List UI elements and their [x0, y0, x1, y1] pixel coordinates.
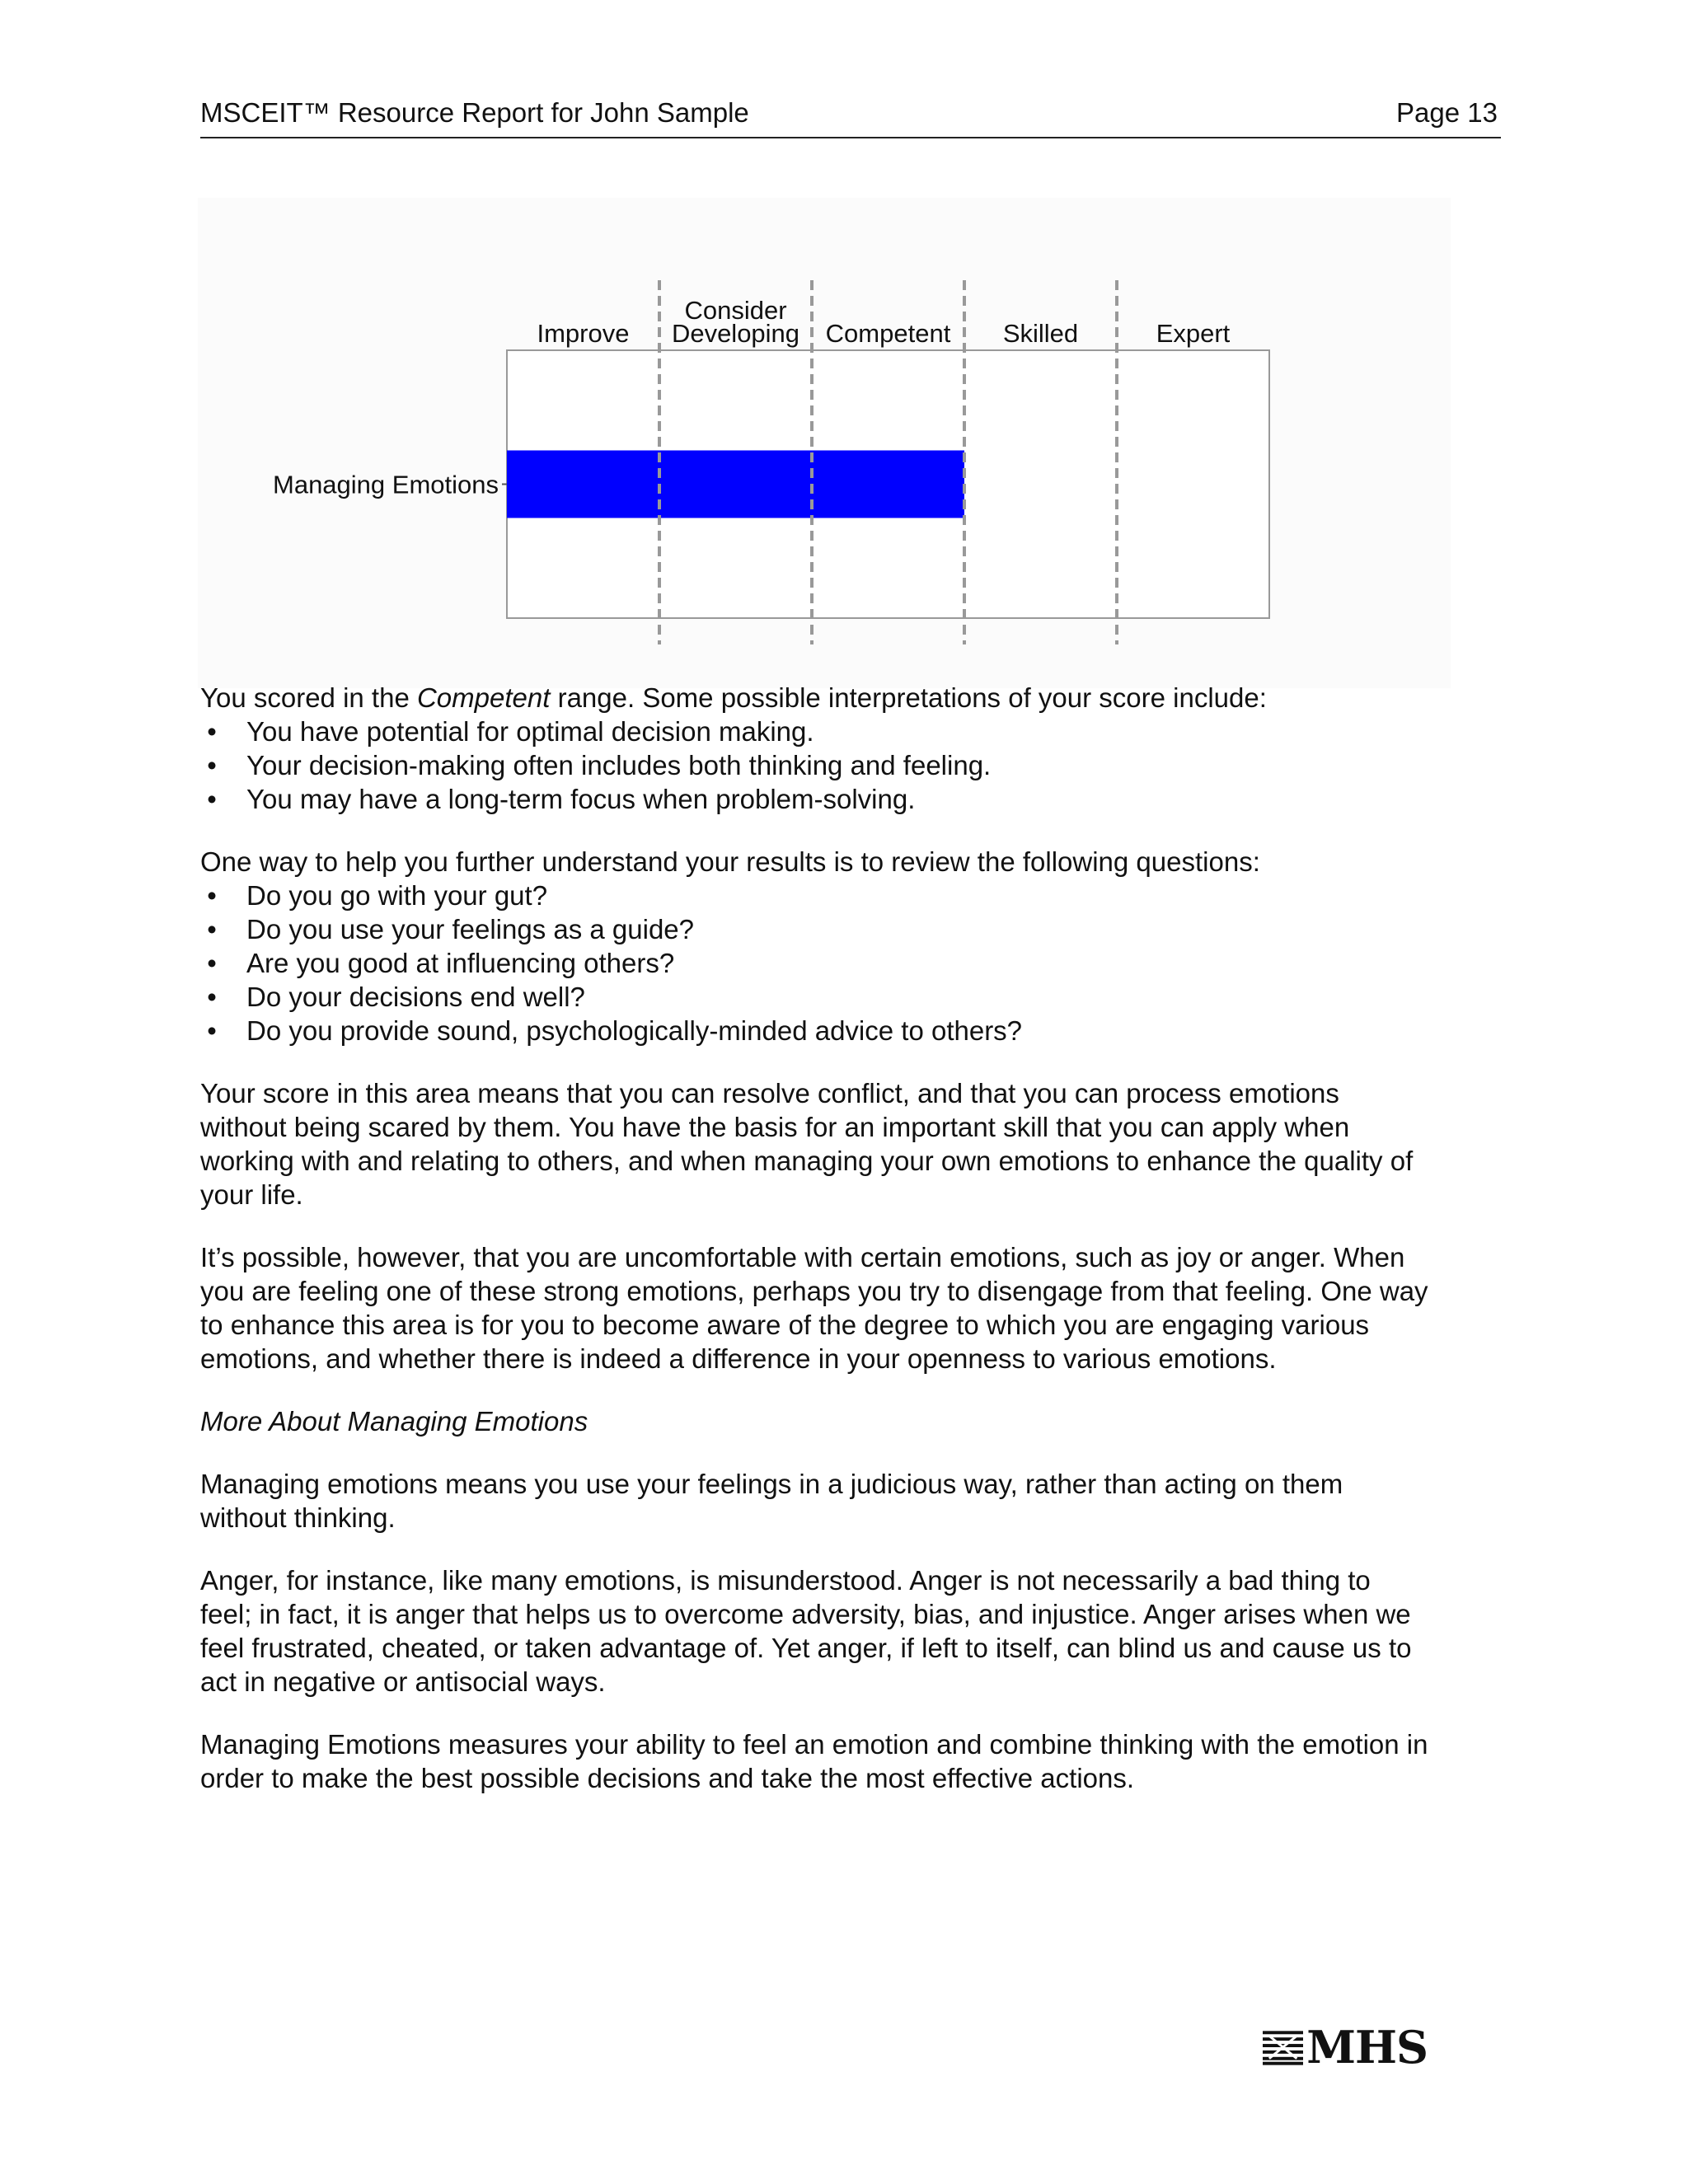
score-range: Competent — [416, 682, 551, 713]
range-label: Competent — [825, 319, 951, 348]
text-line: you are feeling one of these strong emotions, perhaps you try to disengage from that feeling. One way — [200, 1276, 1428, 1306]
section-subheading: More About Managing Emotions — [200, 1406, 588, 1436]
list-item-text: Your decision-making often includes both thinking and feeling. — [246, 750, 992, 780]
list-item-text: Do your decisions end well? — [246, 982, 585, 1012]
list-item: • You have potential for optimal decision making. — [207, 716, 814, 747]
list-item-text: Are you good at influencing others? — [246, 948, 675, 978]
text-line: working with and relating to others, and when managing your own emotions to enhance the quality of — [200, 1146, 1414, 1176]
list-item-text: You may have a long-term focus when problem-solving. — [246, 784, 916, 814]
range-label: Improve — [537, 319, 630, 348]
mhs-logo-text: MHS — [1306, 2021, 1428, 2074]
text-line: It’s possible, however, that you are uncomfortable with certain emotions, such as joy or anger. When — [200, 1242, 1405, 1272]
score-chart-svg — [198, 198, 1451, 688]
text-line: without being scared by them. You have the basis for an important skill that you can apply when — [200, 1112, 1350, 1142]
list-item-text: Do you provide sound, psychologically-minded advice to others? — [246, 1015, 1023, 1046]
paragraph-anger — [200, 1563, 1453, 1699]
text-line: order to make the best possible decisions and take the most effective actions. — [200, 1763, 1135, 1793]
text-line: act in negative or antisocial ways. — [200, 1666, 606, 1697]
list-item: • Do you use your feelings as a guide? — [207, 914, 695, 944]
text-line: emotions, and whether there is indeed a difference in your openness to various emotions. — [200, 1343, 1277, 1374]
list-item-text: Do you go with your gut? — [246, 880, 548, 911]
text-line: to enhance this area is for you to become aware of the degree to which you are engaging various — [200, 1310, 1370, 1340]
text-line: Managing emotions means you use your feelings in a judicious way, rather than acting on them — [200, 1469, 1343, 1499]
list-item: • Do your decisions end well? — [207, 982, 585, 1012]
list-item: • Do you provide sound, psychologically-minded advice to others? — [207, 1015, 1023, 1046]
list-item-text: You have potential for optimal decision making. — [246, 716, 814, 747]
list-item: • Do you go with your gut? — [207, 880, 548, 911]
score-intro — [200, 681, 1453, 715]
interpretation-list — [200, 715, 1453, 816]
range-label: Developing — [671, 319, 800, 348]
text-line: your life. — [200, 1179, 303, 1210]
list-item: • Your decision-making often includes both thinking and feeling. — [207, 750, 992, 780]
questions-list — [200, 879, 1453, 1047]
score-intro-tail: range. Some possible interpretations of your score include: — [550, 682, 1267, 713]
paragraph-possible-discomfort — [200, 1240, 1453, 1376]
list-item: • You may have a long-term focus when problem-solving. — [207, 784, 916, 814]
paragraph-score-meaning — [200, 1076, 1453, 1212]
mhs-logo-mark-icon — [1263, 2029, 1303, 2065]
text-line: Anger, for instance, like many emotions, is misunderstood. Anger is not necessarily a bad thing to — [200, 1565, 1371, 1596]
score-chart — [198, 198, 1451, 688]
list-item-text: Do you use your feelings as a guide? — [246, 914, 695, 944]
report-body — [200, 681, 1453, 1795]
text-line: feel; in fact, it is anger that helps us to overcome adversity, bias, and injustice. Anger arises when we — [200, 1599, 1411, 1629]
text-line: without thinking. — [200, 1502, 396, 1533]
range-label: Expert — [1156, 319, 1231, 348]
mhs-logo — [1263, 2022, 1428, 2072]
paragraph-measures — [200, 1727, 1453, 1795]
category-label: Managing Emotions — [273, 470, 499, 499]
page-header — [200, 97, 1501, 138]
text-line: Your score in this area means that you can resolve conflict, and that you can process emotions — [200, 1078, 1339, 1108]
list-item: • Are you good at influencing others? — [207, 948, 675, 978]
bar-0 — [507, 451, 964, 518]
text-line: feel frustrated, cheated, or taken advantage of. Yet anger, if left to itself, can blind us and cause us to — [200, 1633, 1412, 1663]
paragraph-definition — [200, 1467, 1453, 1535]
score-intro-lead: You scored in the — [200, 682, 417, 713]
range-label: Skilled — [1002, 319, 1079, 348]
report-title: MSCEIT™ Resource Report for John Sample — [200, 97, 749, 128]
text-line: Managing Emotions measures your ability to feel an emotion and combine thinking with the emotion in — [200, 1729, 1428, 1760]
questions-intro: One way to help you further understand your results is to review the following questions: — [200, 846, 1260, 877]
range-label: Consider — [684, 296, 787, 325]
page-number: Page 13 — [1396, 97, 1498, 128]
